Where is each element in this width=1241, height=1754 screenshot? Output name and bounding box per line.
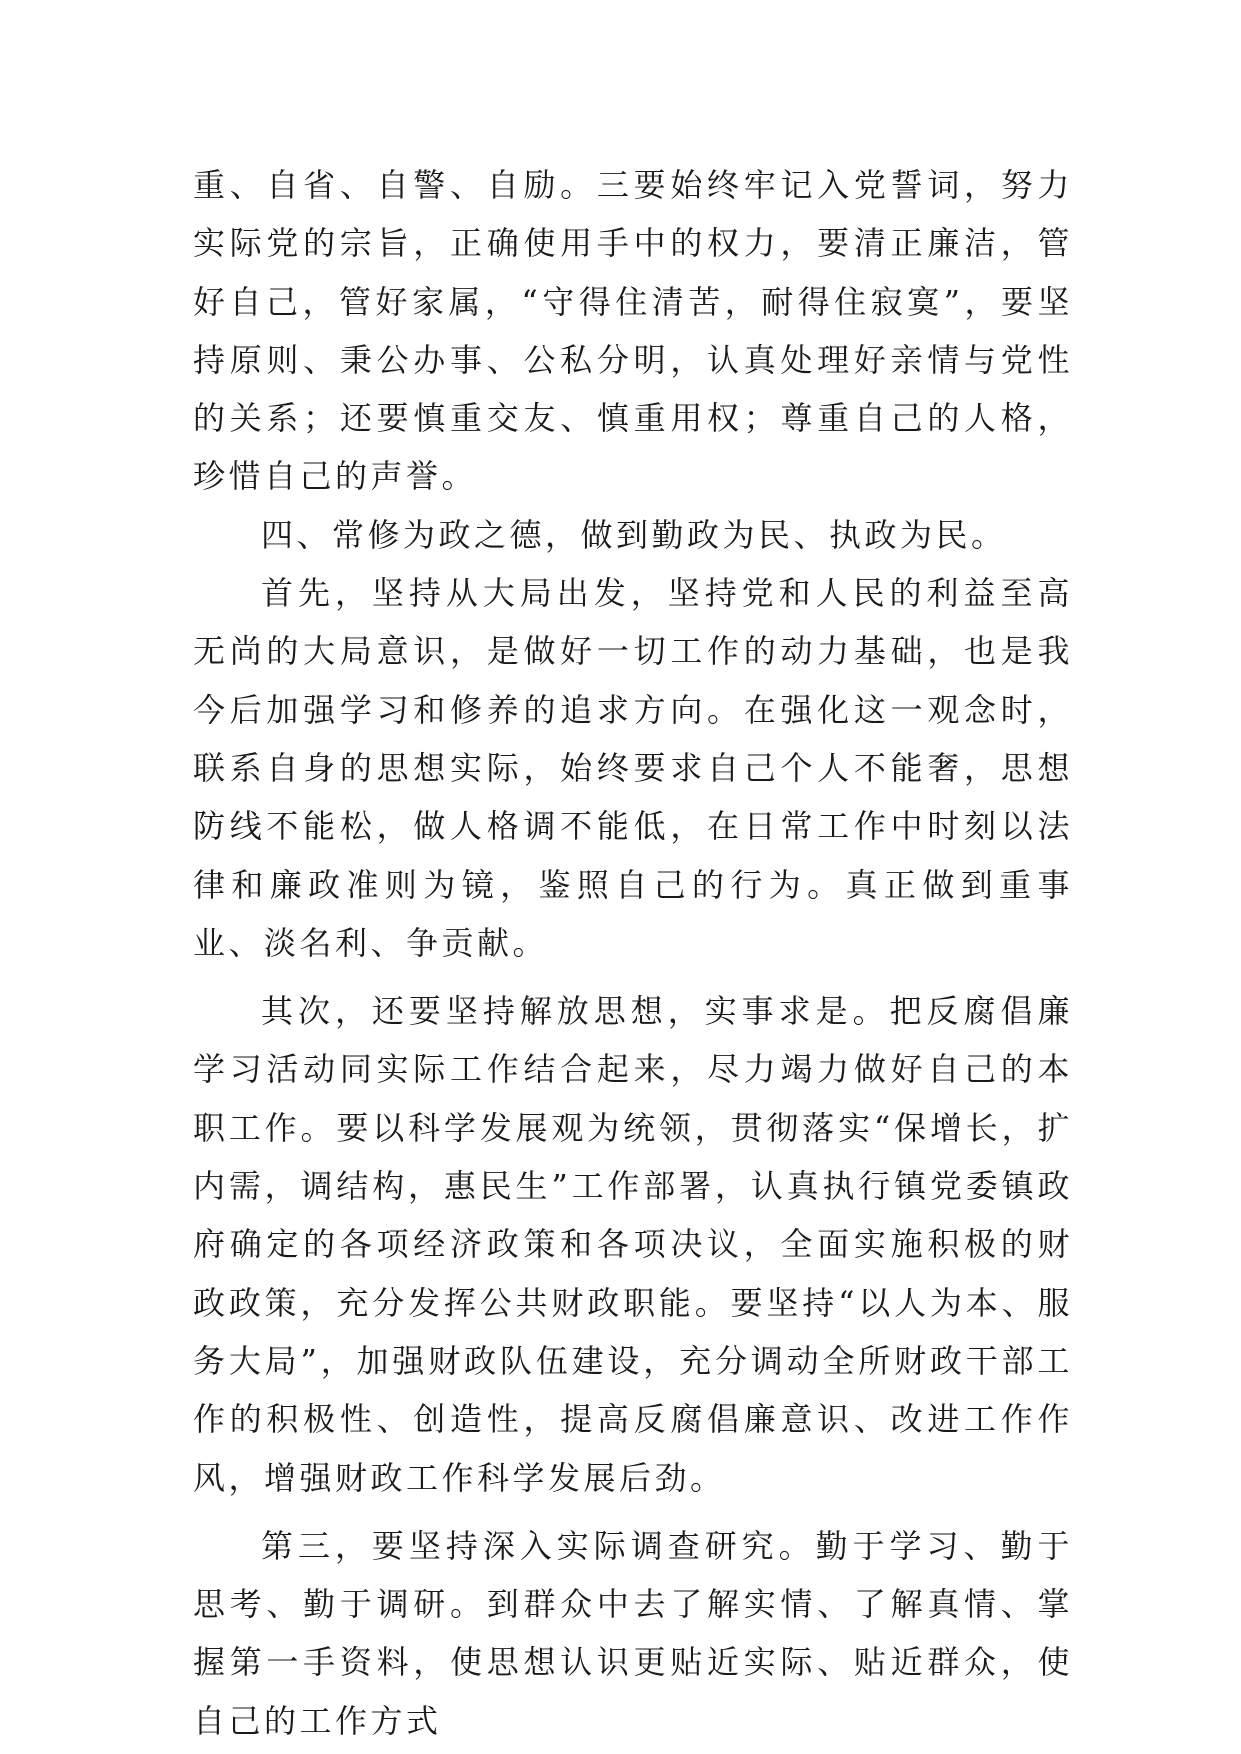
paragraph-first-point: 首先，坚持从大局出发，坚持党和人民的利益至高无尚的大局意识，是做好一切工作的动力基础，也是我今后加强学习和修养的追求方向。在强化这一观念时，联系自身的思想实际，始终要求自己个人不能奢，思想防线不能松，做人格调不能低，在日常工作中时刻以法律和廉政准则为镜，鉴照自己的行为。真正做到重事业、淡名利、争贡献。 — [193, 574, 1073, 962]
paragraph-third-point: 第三，要坚持深入实际调查研究。勤于学习、勤于思考、勤于调研。到群众中去了解实情、了解真情、掌握第一手资料，使思想认识更贴近实际、贴近群众，使自己的工作方式 — [193, 1526, 1073, 1740]
paragraph-continuation: 重、自省、自警、自励。三要始终牢记入党誓词，努力实际党的宗旨，正确使用手中的权力，要清正廉洁，管好自己，管好家属，“守得住清苦，耐得住寂寞”，要坚持原则、秉公办事、公私分明，认真处理好亲情与党性的关系；还要慎重交友、慎重用权；尊重自己的人格，珍惜自己的声誉。 — [193, 166, 1073, 496]
document-body — [193, 156, 1073, 1750]
paragraph-second-point: 其次，还要坚持解放思想，实事求是。把反腐倡廉学习活动同实际工作结合起来，尽力竭力做好自己的本职工作。要以科学发展观为统领，贯彻落实“保增长，扩内需，调结构，惠民生”工作部署，认真执行镇党委镇政府确定的各项经济政策和各项决议，全面实施积极的财政政策，充分发挥公共财政职能。要坚持“以人为本、服务大局”，加强财政队伍建设，充分调动全所财政干部工作的积极性、创造性，提高反腐倡廉意识、改进工作作风，增强财政工作科学发展后劲。 — [193, 992, 1073, 1497]
paragraph-section-heading: 四、常修为政之德，做到勤政为民、执政为民。 — [261, 515, 1007, 554]
